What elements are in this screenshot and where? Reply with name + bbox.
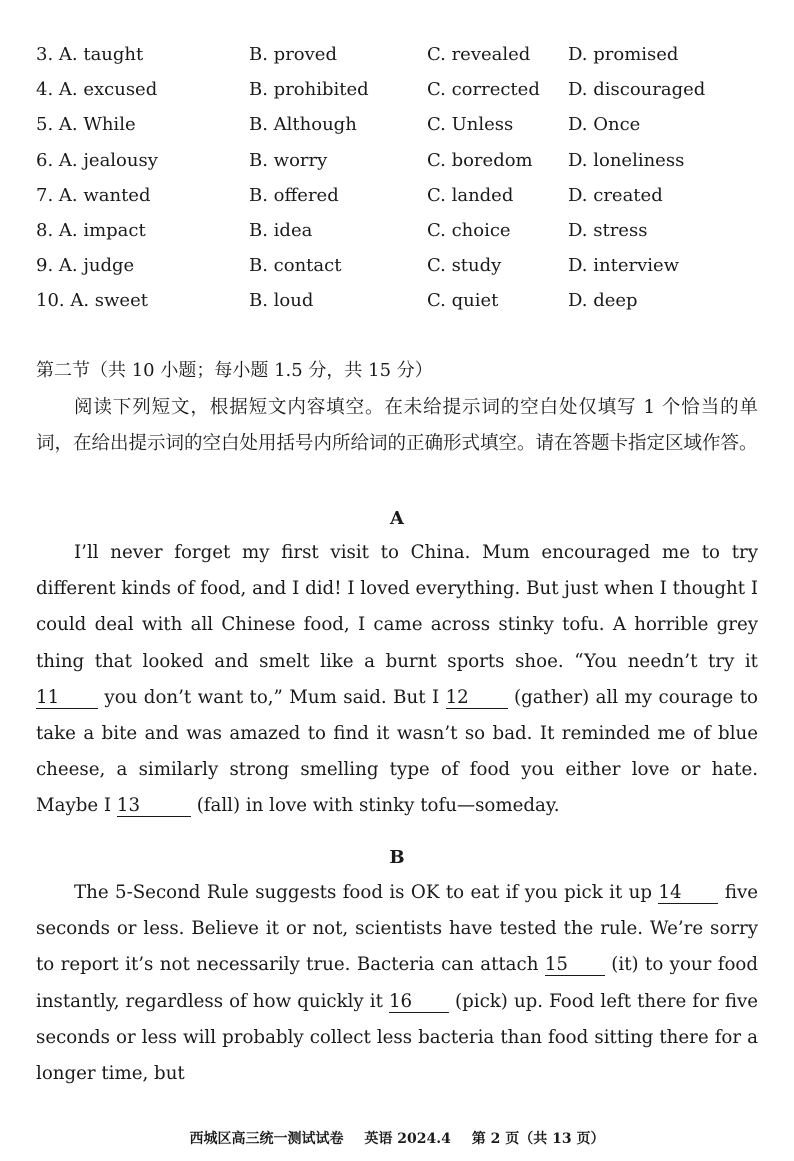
option-c: C. landed: [427, 184, 514, 206]
page-footer: [0, 1128, 794, 1148]
footer-page-number: 第 2 页（共 13 页）: [471, 1131, 605, 1147]
option-row: [36, 150, 756, 185]
option-a: 10. A. sweet: [36, 290, 148, 312]
option-row: [36, 114, 756, 149]
option-d: D. deep: [568, 290, 638, 312]
footer-subject: 英语 2024.4: [364, 1131, 451, 1147]
passage-b: [36, 875, 758, 1092]
option-a: 7. A. wanted: [36, 184, 151, 206]
passage-text: (pick) up. Food left there for five seconds or less will probably collect less bacteria than food sitting there for a longer time, but: [36, 990, 759, 1085]
passage-text: The 5-Second Rule suggests food is OK to eat if you pick it up: [74, 882, 659, 903]
option-d: D. promised: [568, 44, 679, 65]
option-row: [36, 79, 756, 114]
option-d: D. interview: [568, 255, 680, 277]
option-d: D. loneliness: [568, 149, 685, 171]
passage-text: you don’t want to,” Mum said. But I: [98, 686, 446, 708]
option-d: D. discouraged: [568, 79, 706, 101]
passage-text: I’ll never forget my first visit to China. Mum encouraged me to try different kinds of food, and I did! I loved everything. But just when I thought I could deal with all Chinese food, I came across stinky tofu. A horrible grey thing that looked and smelt like a burnt sports shoe. “You needn’t try it: [36, 542, 758, 672]
option-a: 9. A. judge: [36, 255, 135, 277]
footer-exam-name: 西城区高三统一测试试卷: [189, 1131, 344, 1147]
blank-15[interactable]: 15: [545, 955, 605, 976]
option-b: B. worry: [249, 149, 328, 171]
instructions-text: 阅读下列短文，根据短文内容填空。在未给提示词的空白处仅填写 1 个恰当的单词，在给出提示词的空白处用括号内所给词的正确形式填空。请在答题卡指定区域作答。: [36, 397, 758, 454]
option-b: B. prohibited: [249, 79, 369, 101]
option-b: B. idea: [249, 219, 313, 241]
blank-14[interactable]: 14: [658, 883, 718, 904]
passage-b-text: [36, 875, 758, 1092]
option-row: [36, 185, 756, 220]
option-a: 5. A. While: [36, 114, 136, 136]
option-d: D. created: [568, 184, 663, 206]
option-row: [36, 44, 756, 79]
option-a: 4. A. excused: [36, 79, 158, 101]
section-heading: 第二节（共 10 小题；每小题 1.5 分，共 15 分）: [36, 360, 433, 381]
section-instructions: [36, 390, 758, 462]
passage-b-title: B: [389, 847, 405, 868]
option-c: C. boredom: [427, 149, 533, 171]
blank-16[interactable]: 16: [389, 992, 449, 1013]
passage-a-title: A: [390, 508, 404, 529]
option-a: 6. A. jealousy: [36, 149, 158, 171]
passage-text: (fall) in love with stinky tofu—someday.: [190, 795, 560, 817]
option-c: C. choice: [427, 219, 511, 241]
option-c: C. quiet: [427, 290, 499, 312]
passage-text: (gather) all my courage to take a bite and was amazed to find it wasn’t so bad. It reminded me of blue cheese, a similarly strong smelling type of food you either love or hate. Maybe I: [36, 686, 758, 817]
option-b: B. offered: [249, 184, 339, 206]
option-c: C. Unless: [427, 114, 514, 136]
blank-13[interactable]: 13: [117, 796, 191, 817]
option-b: B. contact: [249, 255, 342, 277]
blank-12[interactable]: 12: [446, 688, 508, 709]
option-b: B. proved: [249, 44, 337, 65]
option-c: C. corrected: [427, 79, 540, 101]
option-b: B. loud: [249, 290, 314, 312]
option-a: 3. A. taught: [36, 44, 144, 65]
option-c: C. revealed: [427, 44, 531, 65]
option-row: [36, 290, 756, 325]
passage-text: (it) to your food instantly, regardless of how quickly it: [36, 954, 759, 1012]
option-row: [36, 220, 756, 255]
option-d: D. Once: [568, 114, 641, 136]
option-b: B. Although: [249, 114, 357, 136]
option-d: D. stress: [568, 219, 648, 241]
passage-text: five seconds or less. Believe it or not, scientists have tested the rule. We’re sorry to report it’s not necessarily true. Bacteria can attach: [36, 882, 758, 976]
passage-a-text: [36, 535, 758, 825]
passage-a: [36, 535, 758, 825]
option-row: [36, 255, 756, 290]
answer-options-grid: [36, 44, 756, 326]
option-c: C. study: [427, 255, 502, 277]
blank-11[interactable]: 11: [36, 688, 98, 709]
option-a: 8. A. impact: [36, 219, 146, 241]
